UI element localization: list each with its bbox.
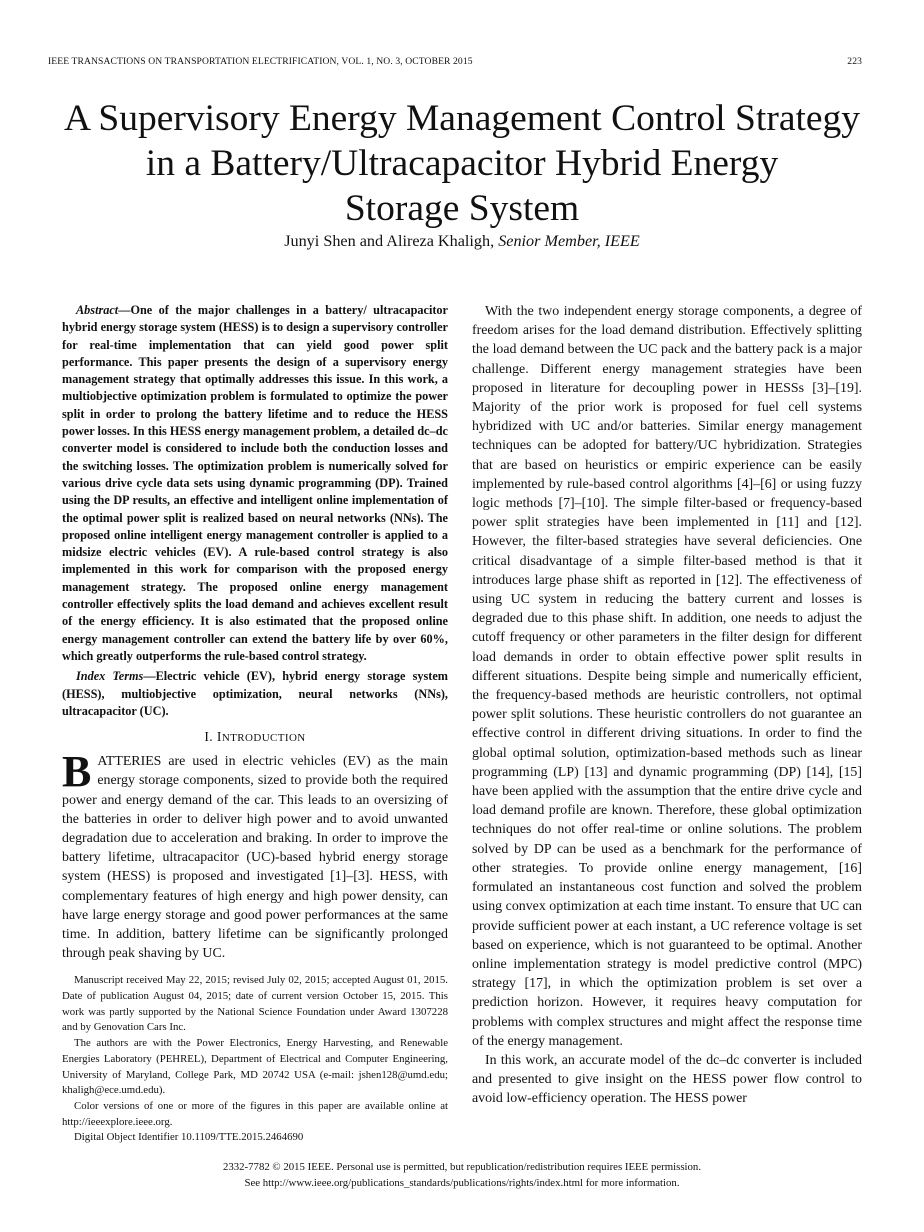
- left-column: [62, 302, 448, 1146]
- abstract-label: Abstract: [76, 303, 119, 317]
- index-terms-label: Index Terms: [76, 669, 144, 684]
- abstract: [62, 302, 448, 665]
- footnote-manuscript: Manuscript received May 22, 2015; revised July 02, 2015; accepted August 01, 2015. Date of publication August 04, 2015; date of current version October 15, 2015. This work was partly supported by the National Science Foundation under Award 1307228 and by Genovation Cars Inc.: [62, 974, 448, 1034]
- drop-cap: B: [62, 747, 92, 797]
- abstract-text: One of the major challenges in a battery/ ultracapacitor hybrid energy storage system (HESS) is to design a supervisory controller for real-time implementation that can yield good power split performance. This paper presents the design of a supervisory energy management strategy that optimally addresses this issue. In this work, a multiobjective optimization problem is formulated to optimize the power split in order to prolong the battery lifetime and to reduce the HESS power losses. In this HESS energy management problem, a detailed dc–dc converter model is considered to include both the conduction losses and the switching losses. The optimization problem is numerically solved for various drive cycle data sets using dynamic programming (DP). Trained using the DP results, an effective and intelligent online implementation of the optimal power split is realized based on neural networks (NNs). The proposed online intelligent energy management controller is applied to a midsize electric vehicles (EV). A rule-based control strategy is also implemented in this work for comparison with the proposed energy management strategy. The proposed online energy management controller effectively splits the load demand and achieves excellent result of the energy efficiency. It is also estimated that the proposed online energy management controller can extend the battery life by over 60%, which greatly outperforms the rule-based control strategy.: [62, 303, 448, 663]
- rights-url-line: See http://www.ieee.org/publications_standards/publications/rights/index.html for more information.: [244, 1176, 680, 1189]
- title-line: Storage System: [344, 188, 580, 229]
- abstract-dash: —: [118, 303, 131, 317]
- section-initial: I: [216, 729, 222, 745]
- index-terms-text: Electric vehicle (EV), hybrid energy storage system (HESS), multiobjective optimization, neural networks (NNs), ultracapacitor (UC).: [62, 669, 448, 718]
- footnote-color: Color versions of one or more of the figures in this paper are available online at http://ieeexplore.ieee.org.: [62, 1099, 448, 1128]
- author-membership: Senior Member, IEEE: [498, 232, 640, 250]
- index-terms: [62, 668, 448, 720]
- copyright-line: 2332-7782 © 2015 IEEE. Personal use is permitted, but republication/redistribution requires IEEE permission.: [222, 1161, 702, 1173]
- section-rest: NTRODUCTION: [221, 732, 306, 745]
- title-line: in a Battery/Ultracapacitor Hybrid Energy: [145, 143, 779, 184]
- intro-paragraph: [62, 747, 448, 963]
- author-names: Junyi Shen and Alireza Khaligh,: [284, 232, 499, 250]
- journal-header: IEEE TRANSACTIONS ON TRANSPORTATION ELECTRIFICATION, VOL. 1, NO. 3, OCTOBER 2015: [48, 56, 473, 67]
- footnote-affiliation: The authors are with the Power Electronics, Energy Harvesting, and Renewable Energies Laboratory (PEHREL), Department of Electrical and Computer Engineering, University of Maryland, College Park, MD 20742 USA (e-mail: jshen128@umd.edu; khaligh@ece.umd.edu).: [62, 1037, 448, 1097]
- section-numeral: I.: [204, 729, 217, 745]
- index-terms-dash: —: [143, 669, 156, 684]
- copyright-footer: [40, 1160, 884, 1191]
- footnotes: [62, 973, 448, 1146]
- body-paragraph: With the two independent energy storage components, a degree of freedom arises for the load demand distribution. Effectively splitting the load demand between the UC pack and the battery pack is a major challenge. Different energy management strategies have been proposed in literature for decoupling power in HESSs [3]–[19]. Majority of the prior work is proposed for fuel cell systems hybridized with UC and/or batteries. Similar energy management techniques can be adopted for battery/UC hybridization. Strategies that are based on heuristics or empiric experience can be easily implemented by rule-based control algorithms [4]–[6] or using fuzzy logic methods [7]–[10]. The simple filter-based or frequency-based power split strategies have been implemented in [11] and [12]. However, the filter-based strategies have several deficiencies. One critical disadvantage of a simple filter-based method is that it introduces large phase shift as reported in [12]. The effectiveness of using UC system in reducing the battery current and losses is degraded due to this phase shift. In addition, one needs to adjust the cutoff frequency or other parameters in the filter design for different load demands in order to obtain effective power split results in different situations. Despite being simple and numerically efficient, the frequency-based methods are heuristic controllers, not optimal power split solutions. These heuristic controllers do not guarantee an effective control in different driving situations. In order to find the global optimal solution, optimization-based methods such as linear programming (LP) [13] and dynamic programming (DP) [14], [15] have been applied with the assumption that the entire drive cycle and load demand profile are known. Therefore, these global optimization techniques do not offer real-time or online solutions. The problem solved by DP can be used as a benchmark for the performance of other strategies. To provide online energy management, [16] formulated an instantaneous cost function and solved the problem using convex optimization at each time instant. To ensure that UC can provide sufficient power at each instant, a UC reference voltage is set based on experience, which is not guaranteed to be optimal. Another online implementation strategy is model predictive control (MPC) strategy [17], in which the optimization problem is set over a prediction horizon. However, it requires heavy computation for problems with complex structures and might affect the response time of the energy management.: [472, 304, 862, 1049]
- section-heading-introduction: [62, 729, 448, 745]
- author-line: [40, 232, 884, 251]
- footnote-doi: Digital Object Identifier 10.1109/TTE.2015.2464690: [74, 1131, 304, 1144]
- paper-title: [40, 96, 884, 231]
- page-number: 223: [847, 56, 862, 67]
- body-paragraph: In this work, an accurate model of the dc–dc converter is included and presented to give insight on the HESS power flow control to avoid low-efficiency operation. The HESS power: [472, 1052, 862, 1107]
- title-line: A Supervisory Energy Management Control Strategy: [63, 98, 861, 139]
- right-column: [472, 302, 862, 1109]
- intro-text: ATTERIES are used in electric vehicles (EV) as the main energy storage components, sized to provide both the required power and energy demand of the car. This leads to an oversizing of the batteries in order to deliver high power and to avoid unwanted degradation due to acceleration and braking. In order to improve the battery lifetime, ultracapacitor (UC)-based hybrid energy storage system (HESS) is proposed and investigated [1]–[3]. HESS, with complementary features of high energy and high power density, can have large energy storage and good power performances at the same time. In addition, battery lifetime can be significantly prolonged through peak shaving by UC.: [62, 754, 448, 962]
